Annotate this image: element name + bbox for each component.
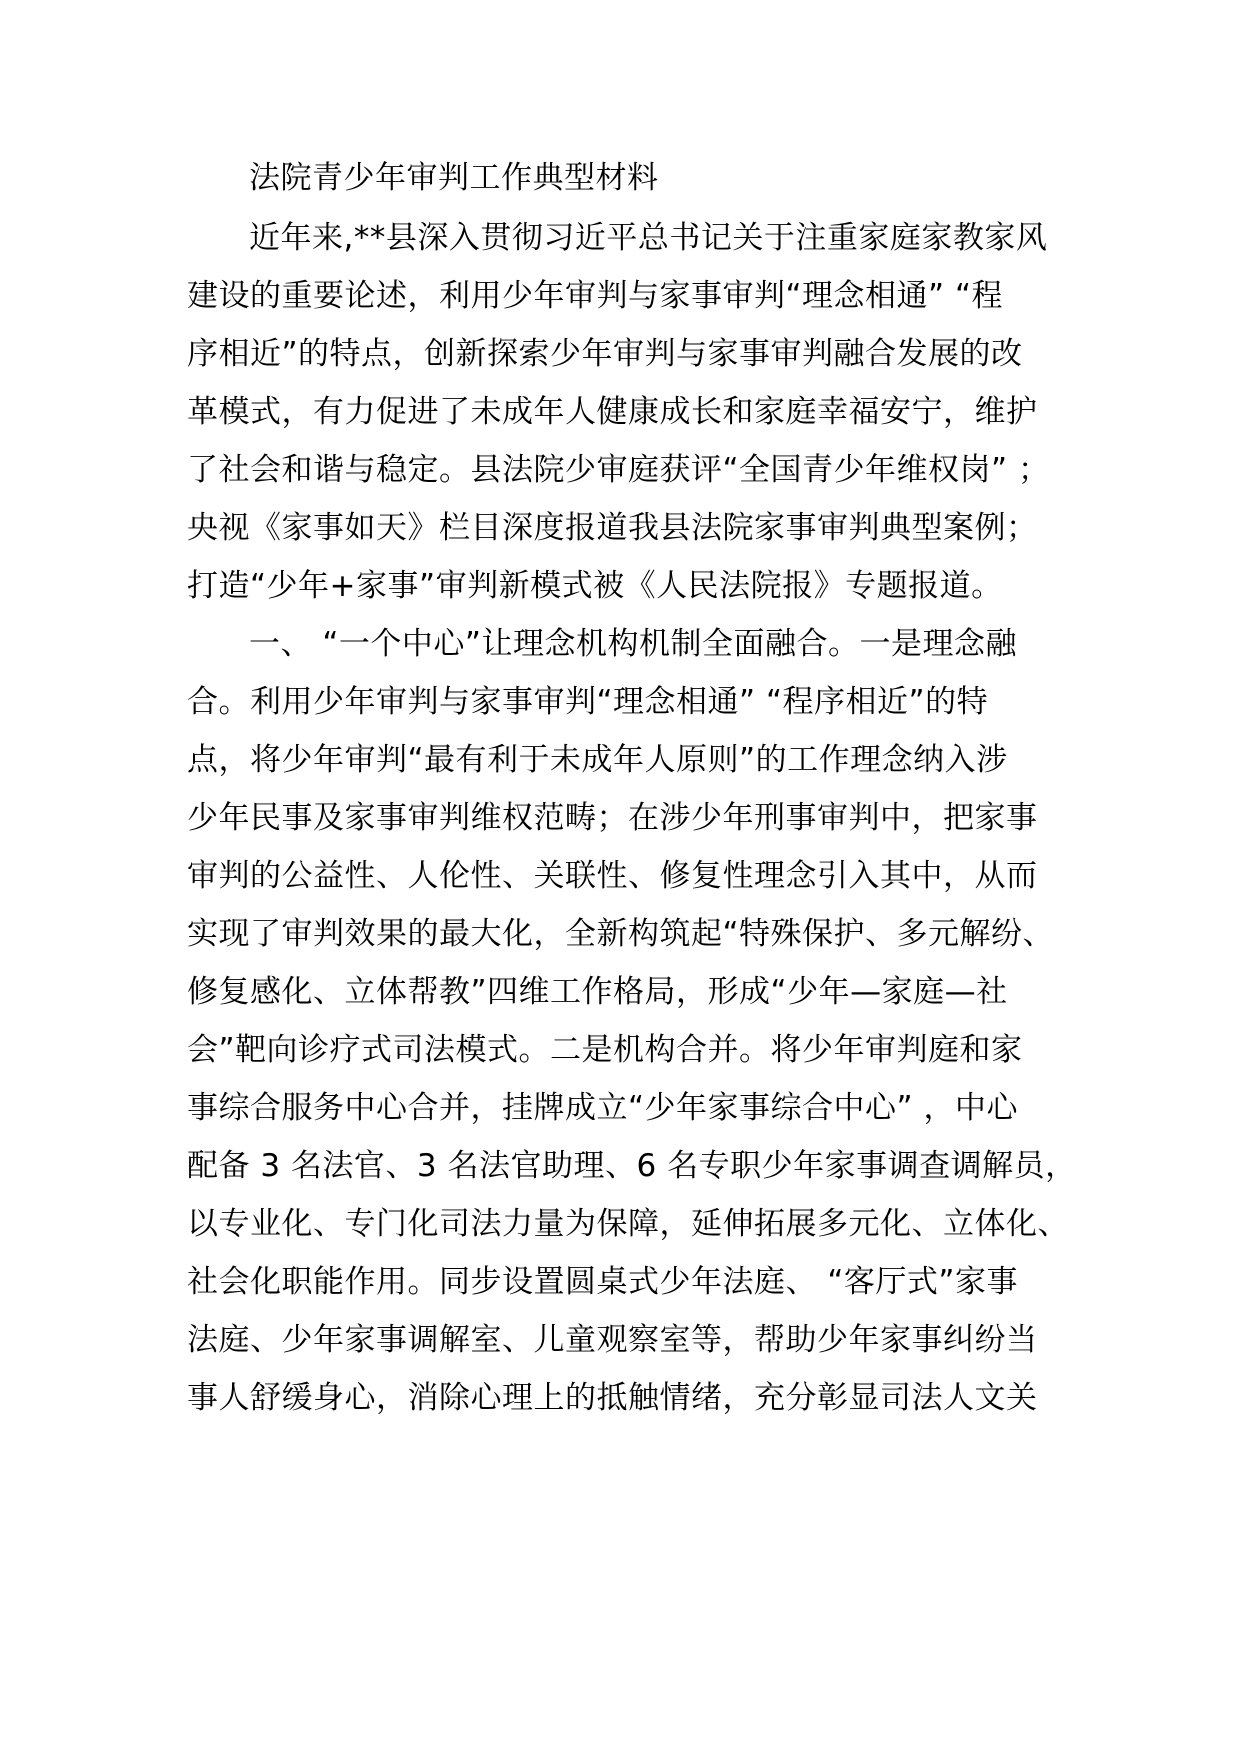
document-title: 法院青少年审判工作典型材料 [249, 160, 659, 196]
paragraph-line: 事综合服务中心合并，挂牌成立“少年家事综合中心” ，中心 [187, 1090, 1018, 1126]
paragraph-line: 事人舒缓身心，消除心理上的抵触情绪，充分彰显司法人文关 [187, 1380, 1038, 1416]
paragraph-line: 配备 3 名法官、3 名法官助理、6 名专职少年家事调查调解员， [187, 1148, 1077, 1184]
paragraph-line: 打造“少年+家事”审判新模式被《人民法院报》专题报道。 [187, 568, 1003, 604]
paragraph-line: 审判的公益性、人伦性、关联性、修复性理念引入其中，从而 [187, 858, 1038, 894]
paragraph-line: 一、 “一个中心”让理念机构机制全面融合。一是理念融 [249, 626, 1017, 662]
paragraph-line: 少年民事及家事审判维权范畴；在涉少年刑事审判中，把家事 [187, 800, 1038, 836]
paragraph-line: 会”靶向诊疗式司法模式。二是机构合并。将少年审判庭和家 [187, 1032, 1023, 1068]
paragraph-line: 社会化职能作用。同步设置圆桌式少年法庭、 “客厅式”家事 [187, 1264, 1018, 1300]
paragraph-line: 合。利用少年审判与家事审判“理念相通” “程序相近”的特 [187, 684, 989, 720]
paragraph-line: 了社会和谐与稳定。县法院少审庭获评“全国青少年维权岗” ； [187, 452, 1050, 488]
paragraph-line: 央视《家事如天》栏目深度报道我县法院家事审判典型案例； [187, 510, 1038, 546]
paragraph-line: 近年来,**县深入贯彻习近平总书记关于注重家庭家教家风 [249, 220, 1048, 256]
paragraph-line: 以专业化、专门化司法力量为保障，延伸拓展多元化、立体化、 [187, 1206, 1069, 1242]
paragraph-line: 建设的重要论述，利用少年审判与家事审判“理念相通” “程 [187, 278, 1004, 314]
paragraph-line: 点，将少年审判“最有利于未成年人原则”的工作理念纳入涉 [187, 742, 1008, 778]
paragraph-line: 序相近”的特点，创新探索少年审判与家事审判融合发展的改 [187, 336, 1023, 372]
paragraph-line: 修复感化、立体帮教”四维工作格局，形成“少年—家庭—社 [187, 974, 1008, 1010]
paragraph-line: 革模式，有力促进了未成年人健康成长和家庭幸福安宁，维护 [187, 394, 1038, 430]
paragraph-line: 法庭、少年家事调解室、儿童观察室等，帮助少年家事纠纷当 [187, 1322, 1038, 1358]
paragraph-line: 实现了审判效果的最大化，全新构筑起“特殊保护、多元解纷、 [187, 916, 1055, 952]
